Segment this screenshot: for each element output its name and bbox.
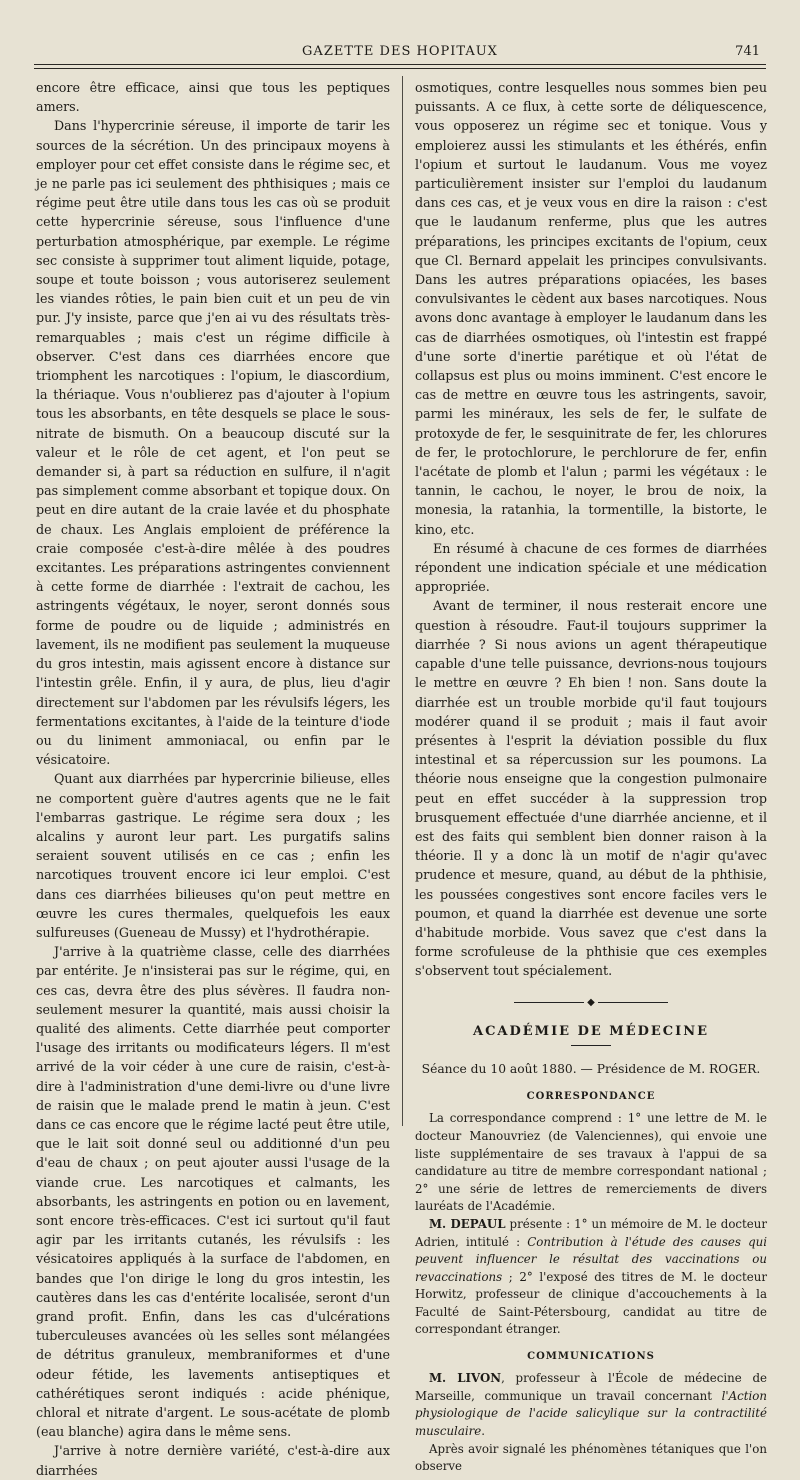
paragraph: Quant aux diarrhées par hypercrinie bilieuse, elles ne comportent guère d'autres agents que ne le fait l'embarras gastrique. Le régime sera doux ; les alcalins y auront leur part. Les purgatifs salins seraient souvent utilisés en ce cas ; enfin les narcotiques trouvent encore ici leur emploi. C'est dans ces diarrhées bilieuses qu'on peut mettre en œuvre les cures thermales, quelquefois les eaux sulfureuses (Gueneau de Mussy) et l'hydrothérapie. — [36, 771, 390, 940]
paragraph: J'arrive à la quatrième classe, celle des diarrhées par entérite. Je n'insisterai pas sur le régime, qui, en ces cas, devra être des plus sévères. Il faudra non-seulement mesurer la quantité, mais aussi choisir la qualité des aliments. Cette diarrhée peut comporter l'usage des irritants ou modificateurs légers. Il m'est arrivé de la voir céder à une cure de raisin, c'est-à-dire à l'administration d'une demi-livre ou d'une livre de raisin que le malade prend le matin à jeun. C'est dans ce cas encore que le régime lacté peut être utile, que le lait soit donné seul ou additionné d'un peu d'eau de chaux ; on peut ajouter aussi l'usage de la viande crue. Les narcotiques et calmants, les absorbants, les astringents en potion ou en lavement, sont encore très-efficaces. C'est ici surtout qu'il faut agir par les irritants cutanés, les révulsifs : les vésicatoires appliqués à la surface de l'abdomen, en bandes que l'on dirige le long du gros intestin, les cautères dans les cas d'entérite localisée, seront d'un grand profit. Enfin, dans les cas d'ulcérations tuberculeuses avancées où les selles sont mélangées de détritus granuleux, membraniformes et d'une odeur fétide, les lavements antiseptiques et cathérétiques seront indiqués : acide phénique, chloral et nitrate d'argent. Le sous-acétate de plomb (eau blanche) agira dans le même sens. — [36, 944, 390, 1440]
right-column — [415, 78, 767, 1476]
correspondance-block — [415, 1110, 767, 1339]
paragraph: encore être efficace, ainsi que tous les peptiques amers. — [36, 80, 390, 115]
section-title: ACADÉMIE DE MÉDECINE — [472, 1023, 709, 1039]
paragraph: La correspondance comprend : 1° une lettre de M. le docteur Manouvriez (de Valenciennes), qui envoie une liste supplémentaire de ses travaux à l'appui de sa candidature au titre de membre correspondant national ; 2° une série de lettres de remerciements de divers lauréats de l'Académie. — [415, 1111, 767, 1214]
correspondance-heading: CORRESPONDANCE — [526, 1091, 656, 1103]
section-ornament: ◆ — [415, 993, 767, 1012]
paragraph: En résumé à chacune de ces formes de diarrhées répondent une indication spéciale et une médication appropriée. — [415, 540, 767, 595]
page-number: 741 — [735, 44, 760, 59]
paragraph: Dans l'hypercrinie séreuse, il importe de tarir les sources de la sécrétion. Un des principaux moyens à employer pour cet effet consiste dans le régime sec, et je ne parle pas ici seulement des phthisiques ; mais ce régime peut être utile dans tous les cas où se produit cette hypercrinie séreuse, sous l'influence d'une perturbation atmosphérique, par exemple. Le régime sec consiste à supprimer tout aliment liquide, potage, soupe et toute boisson ; vous autoriserez seulement les viandes rôties, le pain bien cuit et un peu de vin pur. J'y insiste, parce que j'en ai vu des résultats très-remarquables ; mais c'est un régime difficile à observer. C'est dans ces diarrhées encore que triomphent les narcotiques : l'opium, le diascordium, la thériaque. Vous n'oublierez pas d'ajouter à l'opium tous les absorbants, en tête desquels se place le sous-nitrate de bismuth. On a beaucoup discuté sur la valeur et le rôle de cet agent, et l'on peut se demander si, à part sa réduction en sulfure, il n'agit pas simplement comme absorbant et topique doux. On peut en dire autant de la craie lavée et du phosphate de chaux. Les Anglais emploient de préférence la craie composée c'est-à-dire mêlée à des poudres excitantes. Les préparations astringentes conviennent à cette forme de diarrhée : l'extrait de cachou, les astringents végétaux, le noyer, seront donnés sous forme de poudre ou de liquide ; administrés en lavement, ils ne modifient pas seulement la muqueuse du gros intestin, mais agissent encore à distance sur l'intestin grêle. Enfin, il y aura, de plus, lieu d'agir directement sur l'abdomen par les révulsifs légers, les fermentations excitantes, à l'aide de la teinture d'iode ou du liniment ammoniacal, ou enfin par le vésicatoire. — [36, 118, 390, 768]
header-rule-thin — [34, 68, 766, 69]
paragraph: Avant de terminer, il nous resterait encore une question à résoudre. Faut-il toujours supprimer la diarrhée ? Si nous avions un agent thérapeutique capable d'une telle puissance, devrions-nous toujours le mettre en œuvre ? Eh bien ! non. Sans doute la diarrhée est un trouble morbide qu'il faut toujours modérer quand il se produit ; mais il faut avoir présentes à l'esprit la déviation possible du flux intestinal et sa répercussion sur les poumons. La théorie nous enseigne que la congestion pulmonaire peut en effet succéder à la suppression trop brusquement effectuée d'une diarrhée ancienne, et il est des faits qui semblent bien donner raison à la théorie. Il y a donc là un motif de n'agir qu'avec prudence et mesure, quand, au début de la phthisie, les poussées congestives sont encore faciles vers le poumon, et quand la diarrhée est devenue une sorte d'habitude morbide. Vous savez que c'est dans la forme scrofuleuse de la phthisie que ces exemples s'observent tout spécialement. — [415, 598, 767, 979]
column-divider — [402, 76, 403, 1126]
speaker-name: M. DEPAUL — [429, 1216, 506, 1231]
livon-paragraph: M. LIVON, professeur à l'École de médecine de Marseille, communique un travail concernant l'Action physiologique de l'acide salicylique sur la contractilité musculaire. — [415, 1371, 767, 1439]
header-rule — [34, 64, 766, 65]
work-title: l'Action physiologique de l'acide salicylique sur la contractilité musculaire — [415, 1388, 767, 1439]
journal-title: GAZETTE DES HOPITAUX — [302, 44, 498, 59]
paragraph: Après avoir signalé les phénomènes tétaniques que l'on observe — [415, 1441, 767, 1474]
title-rule — [571, 1045, 611, 1046]
page-header — [34, 40, 766, 64]
depaul-paragraph: M. DEPAUL présente : 1° un mémoire de M. le docteur Adrien, intitulé : Contribution à l'étude des causes qui peuvent influencer le résultat des vaccinations ou revaccinations ; 2° l'exposé des titres de M. le docteur Horwitz, professeur de clinique d'accouchements à la Faculté de Saint-Pétersbourg, candidat au titre de correspondant étranger. — [415, 1216, 767, 1337]
speaker-name: M. LIVON — [429, 1371, 502, 1386]
work-title: Contribution à l'étude des causes qui peuvent influencer le résultat des vaccinations ou revaccinations — [415, 1234, 767, 1284]
session-line: Séance du 10 août 1880. — Présidence de M. ROGER. — [421, 1061, 761, 1076]
communications-heading: COMMUNICATIONS — [527, 1351, 655, 1363]
paragraph: J'arrive à notre dernière variété, c'est-à-dire aux diarrhées — [36, 1443, 390, 1478]
paragraph: osmotiques, contre lesquelles nous sommes bien peu puissants. A ce flux, à cette sorte de déliquescence, vous opposerez un régime sec et tonique. Vous y emploierez aussi les stimulants et les éthérés, enfin l'opium et surtout le laudanum. Vous me voyez particulièrement insister sur l'emploi du laudanum dans ces cas, et je veux vous en dire la raison : c'est que le laudanum renferme, plus que les autres préparations, les principes excitants de l'opium, ceux que Cl. Bernard appelait les principes convulsivants. Dans les autres préparations opiacées, les bases convulsivantes le cèdent aux bases narcotiques. Nous avons donc avantage à employer le laudanum dans les cas de diarrhées osmotiques, où l'intestin est frappé d'une sorte d'inertie parétique et où l'état de collapsus est plus ou moins imminent. C'est encore le cas de mettre en œuvre tous les astringents, savoir, parmi les minéraux, les sels de fer, le sulfate de protoxyde de fer, le sesquinitrate de fer, les chlorures de fer, le protochlorure, le perchlorure de fer, enfin l'acétate de plomb et l'alun ; parmi les végétaux : le tannin, le cachou, le noyer, le brou de noix, la monesia, la ratanhia, la tormentille, la bistorte, le kino, etc. — [415, 80, 767, 537]
left-column — [36, 78, 390, 1480]
communications-block — [415, 1370, 767, 1476]
